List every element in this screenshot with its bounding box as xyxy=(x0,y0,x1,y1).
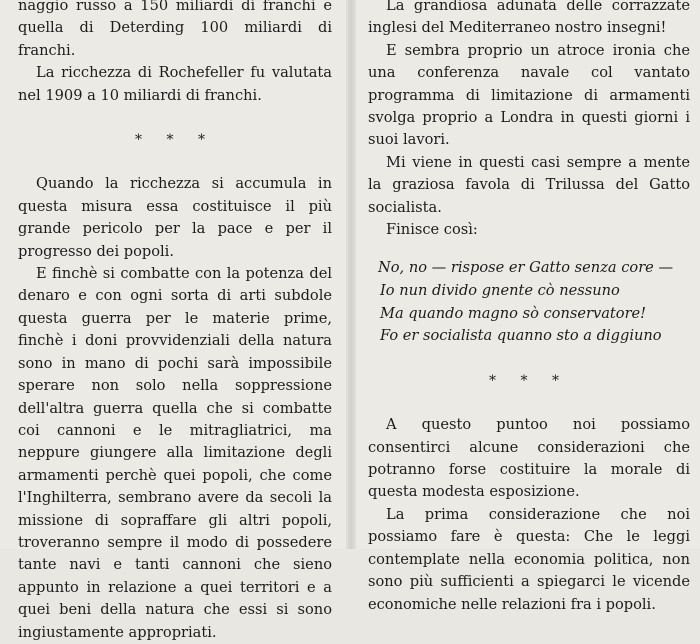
poem-line: Ma quando magno sò conservatore! xyxy=(380,304,647,322)
paragraph-consider: A questo puntoo noi possiamo consentirci alcune considerazioni che potranno forse costituire la morale di questa modesta esposizione. xyxy=(368,416,690,501)
paragraph-rockefeller: La ricchezza di Rochefeller fu valutata nel 1909 a 10 miliardi di franchi. xyxy=(18,64,332,104)
paragraph-first: La prima considerazione che noi possiamo fare è questa: Che le leggi contemplate nella economia politica, non sono più sufficienti a spiegarci le vicende economiche nelle relazioni fra i popoli. xyxy=(368,505,690,613)
right-page-text xyxy=(368,0,690,616)
section-separator: * * * xyxy=(489,372,569,389)
paragraph-irony: E sembra proprio un atroce ironia che una conferenza navale col vantato programma di limitazione di armamenti svolga proprio a Londra in questi giorni i suoi lavori. xyxy=(368,41,690,149)
section-separator: * * * xyxy=(135,132,215,149)
right-page xyxy=(356,0,700,613)
paragraph-continued: naggio russo a 150 miliardi di franchi e quella di Deterding 100 miliardi di franchi. xyxy=(18,0,332,59)
book-gutter xyxy=(346,0,356,549)
paragraph-finisce: Finisce così: xyxy=(386,221,478,239)
left-page-text xyxy=(18,0,332,644)
paragraph-wealth: Quando la ricchezza si accumula in questa misura essa costituisce il più grande pericolo per la pace e per il progresso dei popoli. xyxy=(18,175,332,260)
poem-line: Fo er socialista quanno sto a diggiuno xyxy=(380,327,662,345)
paragraph-war: E finchè si combatte con la potenza del denaro e con ogni sorta di arti subdole questa guerra per le materie prime, finchè i doni provvidenziali della natura sono in mano di pochi sarà impossibile sperare non solo nella soppressione dell'altra guerra quella che si combatte coi cannoni e le mitragliatrici, ma neppure giungere alla limitazione degli armamenti perchè quei popoli, che come l'Inghilterra, sembrano avere da secoli la missione di sopraffare gli altri popoli, troveranno sempre il modo di possedere tante navi e tanti cannoni che sieno appunto in relazione a quei territori e a quei beni della natura che essi si sono ingiustamente appropriati. xyxy=(18,265,332,641)
left-page xyxy=(0,0,346,641)
paragraph-fable: Mi viene in questi casi sempre a mente la graziosa favola di Trilussa del Gatto socialista. xyxy=(368,153,690,216)
paragraph-fleet: La grandiosa adunata delle corrazzate inglesi del Mediterraneo nostro insegni! xyxy=(368,0,690,37)
poem-block xyxy=(368,257,690,347)
poem-line: Io nun divido gnente cò nessuno xyxy=(380,282,620,300)
poem-line: No, no — rispose er Gatto senza core — xyxy=(378,259,674,277)
